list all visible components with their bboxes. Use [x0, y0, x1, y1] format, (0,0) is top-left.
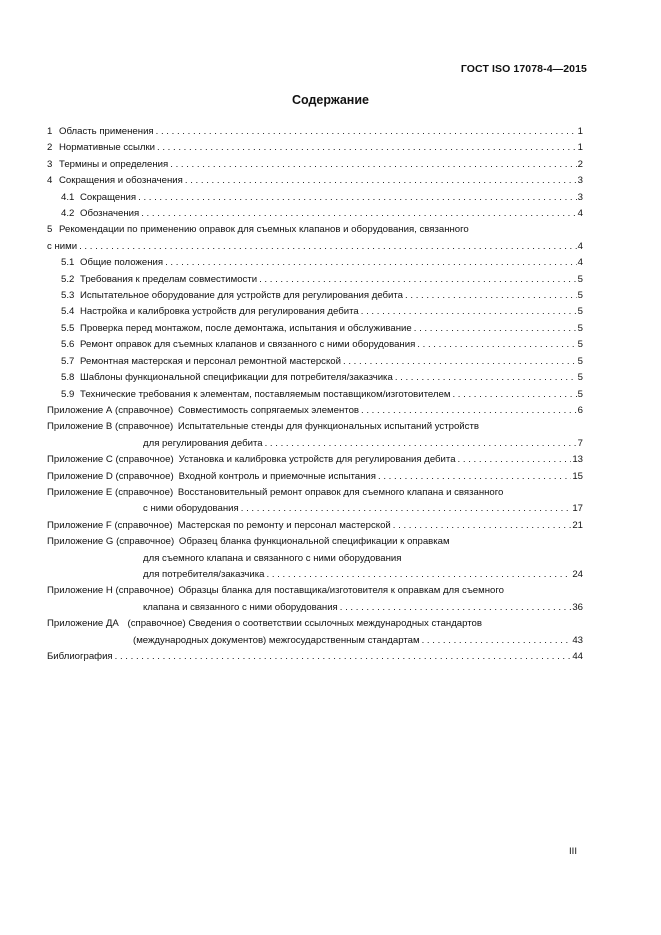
- toc-number: 5.4: [61, 306, 75, 318]
- leader-dots: [341, 354, 577, 370]
- page-title: Содержание: [291, 93, 369, 107]
- appendix-label: Приложение Н (справочное): [47, 585, 174, 597]
- toc-number: 4.2: [61, 208, 75, 220]
- toc-page: 3: [577, 191, 583, 203]
- appendix-title: Образец бланка функциональной спецификации к оправкам: [178, 536, 450, 548]
- toc-entry-5-1[interactable]: [47, 255, 583, 271]
- toc-entry-4-1[interactable]: [47, 190, 583, 206]
- toc-text: Испытательное оборудование для устройств для регулирования дебита: [80, 290, 404, 302]
- appendix-title-cont: для потребителя/заказчика: [143, 568, 265, 580]
- toc-page: 36: [572, 601, 583, 613]
- toc-number: 4.1: [61, 191, 75, 203]
- toc-page: 21: [572, 519, 583, 531]
- appendix-title: Входной контроль и приемочные испытания: [178, 470, 376, 482]
- leader-dots: [183, 173, 577, 189]
- appendix-title: (справочное) Сведения о соответствии ссылочных международных стандартов: [127, 618, 482, 630]
- toc-number: 5.1: [61, 257, 75, 269]
- toc-appendix-h[interactable]: [47, 583, 583, 616]
- toc-page: 4: [577, 208, 583, 220]
- leader-dots: [456, 452, 572, 468]
- toc-page: 17: [572, 503, 583, 515]
- appendix-label: Приложение В (справочное): [47, 421, 174, 433]
- leader-dots: [359, 403, 577, 419]
- toc-text: Общие положения: [80, 257, 164, 269]
- leader-dots: [239, 501, 572, 517]
- toc-entry-5[interactable]: [47, 222, 583, 255]
- toc-number: 5.2: [61, 273, 75, 285]
- appendix-title: Восстановительный ремонт оправок для съемного клапана и связанного: [177, 486, 504, 498]
- leader-dots: [257, 272, 577, 288]
- toc-page: 6: [577, 404, 583, 416]
- toc-page: 5: [577, 322, 583, 334]
- toc-page: 1: [577, 126, 583, 137]
- toc-page: 5: [577, 388, 583, 400]
- toc-page: 2: [577, 158, 583, 170]
- appendix-title: Установка и калибровка устройств для регулирования дебита: [178, 454, 456, 466]
- leader-dots: [376, 469, 571, 485]
- leader-dots: [393, 370, 577, 386]
- toc-text: Сокращения: [80, 191, 137, 203]
- toc-number: 5.8: [61, 372, 75, 384]
- leader-dots: [77, 239, 577, 255]
- leader-dots: [420, 633, 572, 649]
- toc-number: 5.3: [61, 290, 75, 302]
- toc-bibliography[interactable]: [47, 649, 583, 665]
- appendix-title-cont: для регулирования дебита: [143, 437, 263, 449]
- toc-text: Сокращения и обозначения: [59, 175, 183, 187]
- leader-dots: [113, 649, 572, 665]
- toc-number: 5.6: [61, 339, 75, 351]
- toc-entry-3[interactable]: [47, 157, 583, 173]
- toc-text: Шаблоны функциональной спецификации для потребителя/заказчика: [80, 372, 393, 384]
- appendix-title: Мастерская по ремонту и персонал мастерской: [177, 519, 391, 531]
- toc-number: 5.5: [61, 322, 75, 334]
- leader-dots: [403, 288, 577, 304]
- toc-page: 5: [577, 306, 583, 318]
- leader-dots: [391, 518, 572, 534]
- leader-dots: [163, 255, 577, 271]
- appendix-label: Приложение С (справочное): [47, 454, 174, 466]
- toc-number: 5.9: [61, 388, 75, 400]
- toc-text: Область применения: [59, 126, 154, 137]
- toc-number: 5.7: [61, 355, 75, 367]
- toc-text: Обозначения: [80, 208, 140, 220]
- toc-number: 2: [47, 142, 53, 154]
- toc-page: 5: [577, 273, 583, 285]
- appendix-label: Приложение D (справочное): [47, 470, 174, 482]
- leader-dots: [136, 190, 577, 206]
- toc-entry-5-4[interactable]: [47, 304, 583, 320]
- toc-entry-5-8[interactable]: [47, 370, 583, 386]
- appendix-title-cont: для съемного клапана и связанного с ними оборудования: [143, 552, 402, 564]
- appendix-title-cont: (международных документов) межгосударственным стандартам: [133, 634, 420, 646]
- toc-page: 5: [577, 339, 583, 351]
- toc-number: 1: [47, 126, 53, 137]
- toc-text-line1: Рекомендации по применению оправок для съемных клапанов и оборудования, связанного: [59, 224, 469, 236]
- toc-page: 4: [577, 240, 583, 252]
- toc-page: 15: [572, 470, 583, 482]
- toc-page: 43: [572, 634, 583, 646]
- toc-text: Термины и определения: [59, 158, 169, 170]
- leader-dots: [359, 304, 577, 320]
- toc-text: Настройка и калибровка устройств для регулирования дебита: [80, 306, 359, 318]
- table-of-contents: [47, 124, 583, 665]
- page-number: III: [569, 846, 577, 857]
- toc-text: Требования к пределам совместимости: [80, 273, 258, 285]
- appendix-title: Испытательные стенды для функциональных испытаний устройств: [177, 421, 479, 433]
- toc-entry-5-3[interactable]: [47, 288, 583, 304]
- leader-dots: [168, 157, 576, 173]
- toc-appendix-b[interactable]: [47, 419, 583, 452]
- toc-text: Библиография: [47, 651, 113, 662]
- toc-text-line2: с ними: [47, 240, 78, 252]
- appendix-label: Приложение G (справочное): [47, 536, 175, 548]
- toc-number: 3: [47, 158, 53, 170]
- toc-text: Нормативные ссылки: [59, 142, 156, 154]
- leader-dots: [154, 124, 577, 140]
- appendix-title-cont: с ними оборудования: [143, 503, 239, 515]
- leader-dots: [265, 567, 572, 583]
- toc-page: 44: [572, 651, 583, 662]
- toc-appendix-e[interactable]: [47, 485, 583, 518]
- toc-text: Ремонтная мастерская и персонал ремонтной мастерской: [80, 355, 341, 367]
- toc-appendix-a[interactable]: [47, 403, 583, 419]
- document-header: ГОСТ ISO 17078-4—2015: [460, 63, 587, 75]
- toc-page: 1: [577, 142, 583, 154]
- toc-appendix-da[interactable]: [47, 616, 583, 649]
- toc-entry-5-2[interactable]: [47, 272, 583, 288]
- appendix-label: Приложение Е (справочное): [47, 486, 174, 498]
- toc-entry-5-6[interactable]: [47, 337, 583, 353]
- toc-text: Технические требования к элементам, поставляемым поставщиком/изготовителем: [80, 388, 451, 400]
- toc-entry-1[interactable]: [47, 124, 583, 140]
- toc-entry-5-7[interactable]: [47, 354, 583, 370]
- toc-page: 3: [577, 175, 583, 187]
- leader-dots: [415, 337, 576, 353]
- appendix-label: Приложение А (справочное): [47, 404, 174, 416]
- toc-entry-4-2[interactable]: [47, 206, 583, 222]
- leader-dots: [139, 206, 576, 222]
- toc-entry-5-9[interactable]: [47, 387, 583, 403]
- leader-dots: [155, 140, 577, 156]
- toc-appendix-c[interactable]: [47, 452, 583, 468]
- toc-page: 24: [572, 568, 583, 580]
- toc-page: 5: [577, 355, 583, 367]
- toc-page: 5: [577, 290, 583, 302]
- toc-appendix-g[interactable]: [47, 534, 583, 583]
- appendix-title-cont: клапана и связанного с ними оборудования: [143, 601, 338, 613]
- leader-dots: [263, 436, 577, 452]
- leader-dots: [412, 321, 577, 337]
- toc-entry-2[interactable]: [47, 140, 583, 156]
- appendix-title: Образцы бланка для поставщика/изготовителя к оправкам для съемного: [178, 585, 505, 597]
- appendix-label: Приложение F (справочное): [47, 519, 173, 531]
- toc-text: Проверка перед монтажом, после демонтажа, испытания и обслуживание: [80, 322, 412, 334]
- leader-dots: [338, 600, 572, 616]
- toc-page: 7: [577, 437, 583, 449]
- toc-appendix-d[interactable]: [47, 469, 583, 485]
- toc-number: 5: [47, 224, 53, 236]
- toc-page: 4: [577, 257, 583, 269]
- toc-appendix-f[interactable]: [47, 518, 583, 534]
- toc-page: 13: [572, 454, 583, 466]
- toc-entry-5-5[interactable]: [47, 321, 583, 337]
- toc-entry-4[interactable]: [47, 173, 583, 189]
- leader-dots: [450, 387, 576, 403]
- toc-number: 4: [47, 175, 53, 187]
- appendix-title: Совместимость сопрягаемых элементов: [178, 404, 359, 416]
- toc-text: Ремонт оправок для съемных клапанов и связанного с ними оборудования: [80, 339, 416, 351]
- appendix-label: Приложение ДА: [47, 618, 119, 630]
- toc-page: 5: [577, 372, 583, 384]
